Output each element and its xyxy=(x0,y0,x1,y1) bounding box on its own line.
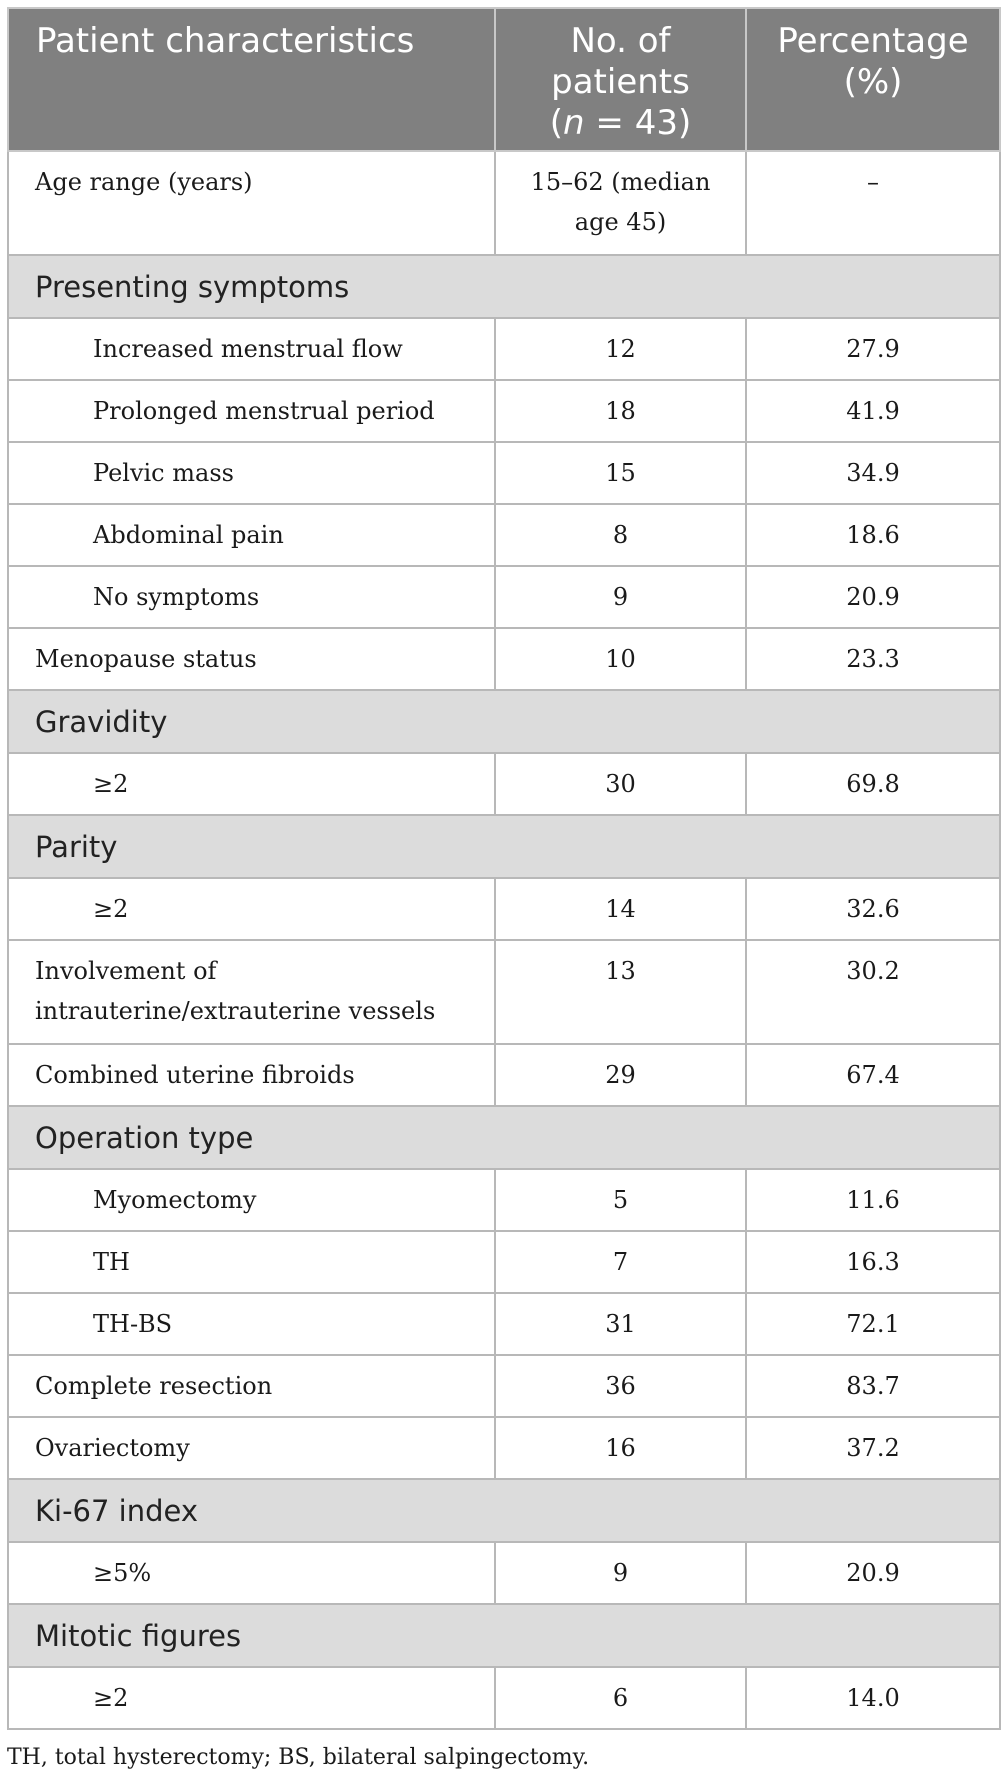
row-label: Age range (years) xyxy=(8,151,495,255)
table-row xyxy=(8,878,1000,940)
section-title: Operation type xyxy=(8,1106,1000,1169)
table-row xyxy=(8,940,1000,1044)
header-col2-n: n xyxy=(563,103,585,143)
header-percentage xyxy=(746,8,1000,151)
row-label: No symptoms xyxy=(8,566,495,628)
table-row xyxy=(8,318,1000,380)
row-percentage: 18.6 xyxy=(746,504,1000,566)
row-count: 5 xyxy=(495,1169,746,1231)
row-percentage: 16.3 xyxy=(746,1231,1000,1293)
row-label: Increased menstrual flow xyxy=(8,318,495,380)
section-row-gravidity xyxy=(8,690,1000,753)
row-count: 13 xyxy=(495,940,746,1044)
table-header-row xyxy=(8,8,1000,151)
section-row-ki67-index xyxy=(8,1479,1000,1542)
row-percentage: 69.8 xyxy=(746,753,1000,815)
header-number-of-patients: No. of patients (n = 43) xyxy=(495,8,746,151)
row-count: 7 xyxy=(495,1231,746,1293)
table-row-age xyxy=(8,151,1000,255)
row-percentage: 32.6 xyxy=(746,878,1000,940)
header-col2-rest: = 43) xyxy=(584,103,692,143)
section-row-mitotic-figures xyxy=(8,1604,1000,1667)
row-label: Myomectomy xyxy=(8,1169,495,1231)
row-percentage: 34.9 xyxy=(746,442,1000,504)
row-label xyxy=(8,940,495,1044)
section-title: Mitotic figures xyxy=(8,1604,1000,1667)
vessels-label-line2: intrauterine/extrauterine vessels xyxy=(35,997,436,1025)
row-percentage: 83.7 xyxy=(746,1355,1000,1417)
row-label: TH-BS xyxy=(8,1293,495,1355)
row-percentage: 14.0 xyxy=(746,1667,1000,1729)
table-row xyxy=(8,628,1000,690)
row-label: Combined uterine fibroids xyxy=(8,1044,495,1106)
table-footnote: TH, total hysterectomy; BS, bilateral salpingectomy. xyxy=(7,1745,590,1770)
row-label: ≥5% xyxy=(8,1542,495,1604)
row-label: Complete resection xyxy=(8,1355,495,1417)
section-title: Parity xyxy=(8,815,1000,878)
row-label: ≥2 xyxy=(8,753,495,815)
row-count: 15 xyxy=(495,442,746,504)
section-row-parity xyxy=(8,815,1000,878)
row-percentage: 20.9 xyxy=(746,566,1000,628)
row-label: Prolonged menstrual period xyxy=(8,380,495,442)
row-count: 9 xyxy=(495,1542,746,1604)
section-title: Ki-67 index xyxy=(8,1479,1000,1542)
row-label: ≥2 xyxy=(8,1667,495,1729)
section-title: Presenting symptoms xyxy=(8,255,1000,318)
patient-characteristics-table xyxy=(7,7,1001,1730)
row-count: 9 xyxy=(495,566,746,628)
row-count: 8 xyxy=(495,504,746,566)
row-label: TH xyxy=(8,1231,495,1293)
table-row xyxy=(8,1293,1000,1355)
row-label: Pelvic mass xyxy=(8,442,495,504)
age-count-line1: 15–62 (median xyxy=(530,168,711,196)
age-count-line2: age 45) xyxy=(574,208,667,236)
row-count: 18 xyxy=(495,380,746,442)
table-row xyxy=(8,566,1000,628)
vessels-label-line1: Involvement of xyxy=(35,957,217,985)
table-row xyxy=(8,442,1000,504)
row-count: 36 xyxy=(495,1355,746,1417)
row-count: 6 xyxy=(495,1667,746,1729)
section-title: Gravidity xyxy=(8,690,1000,753)
row-count: 12 xyxy=(495,318,746,380)
row-percentage: 37.2 xyxy=(746,1417,1000,1479)
row-label: Ovariectomy xyxy=(8,1417,495,1479)
row-percentage: 20.9 xyxy=(746,1542,1000,1604)
table-row xyxy=(8,380,1000,442)
characteristics-table-wrapper xyxy=(7,7,999,1730)
table-row xyxy=(8,753,1000,815)
row-percentage: 30.2 xyxy=(746,940,1000,1044)
row-label: Abdominal pain xyxy=(8,504,495,566)
table-row xyxy=(8,1667,1000,1729)
section-row-presenting-symptoms xyxy=(8,255,1000,318)
row-percentage: 23.3 xyxy=(746,628,1000,690)
table-row xyxy=(8,1417,1000,1479)
table-row xyxy=(8,1231,1000,1293)
header-col3-line1: Percentage xyxy=(777,21,969,61)
row-percentage: 27.9 xyxy=(746,318,1000,380)
table-row xyxy=(8,1542,1000,1604)
row-percentage: 41.9 xyxy=(746,380,1000,442)
row-label: Menopause status xyxy=(8,628,495,690)
row-count xyxy=(495,151,746,255)
header-patient-characteristics: Patient characteristics xyxy=(8,8,495,151)
row-percentage: – xyxy=(746,151,1000,255)
table-row xyxy=(8,504,1000,566)
row-count: 16 xyxy=(495,1417,746,1479)
row-label: ≥2 xyxy=(8,878,495,940)
header-col2-line1: No. of xyxy=(570,21,671,61)
table-row xyxy=(8,1169,1000,1231)
header-col2-line2: patients xyxy=(551,62,690,102)
table-row xyxy=(8,1355,1000,1417)
row-count: 31 xyxy=(495,1293,746,1355)
row-percentage: 11.6 xyxy=(746,1169,1000,1231)
header-col3-line2: (%) xyxy=(843,62,903,102)
row-count: 14 xyxy=(495,878,746,940)
row-count: 30 xyxy=(495,753,746,815)
section-row-operation-type xyxy=(8,1106,1000,1169)
row-count: 10 xyxy=(495,628,746,690)
row-count: 29 xyxy=(495,1044,746,1106)
table-row xyxy=(8,1044,1000,1106)
row-percentage: 72.1 xyxy=(746,1293,1000,1355)
row-percentage: 67.4 xyxy=(746,1044,1000,1106)
